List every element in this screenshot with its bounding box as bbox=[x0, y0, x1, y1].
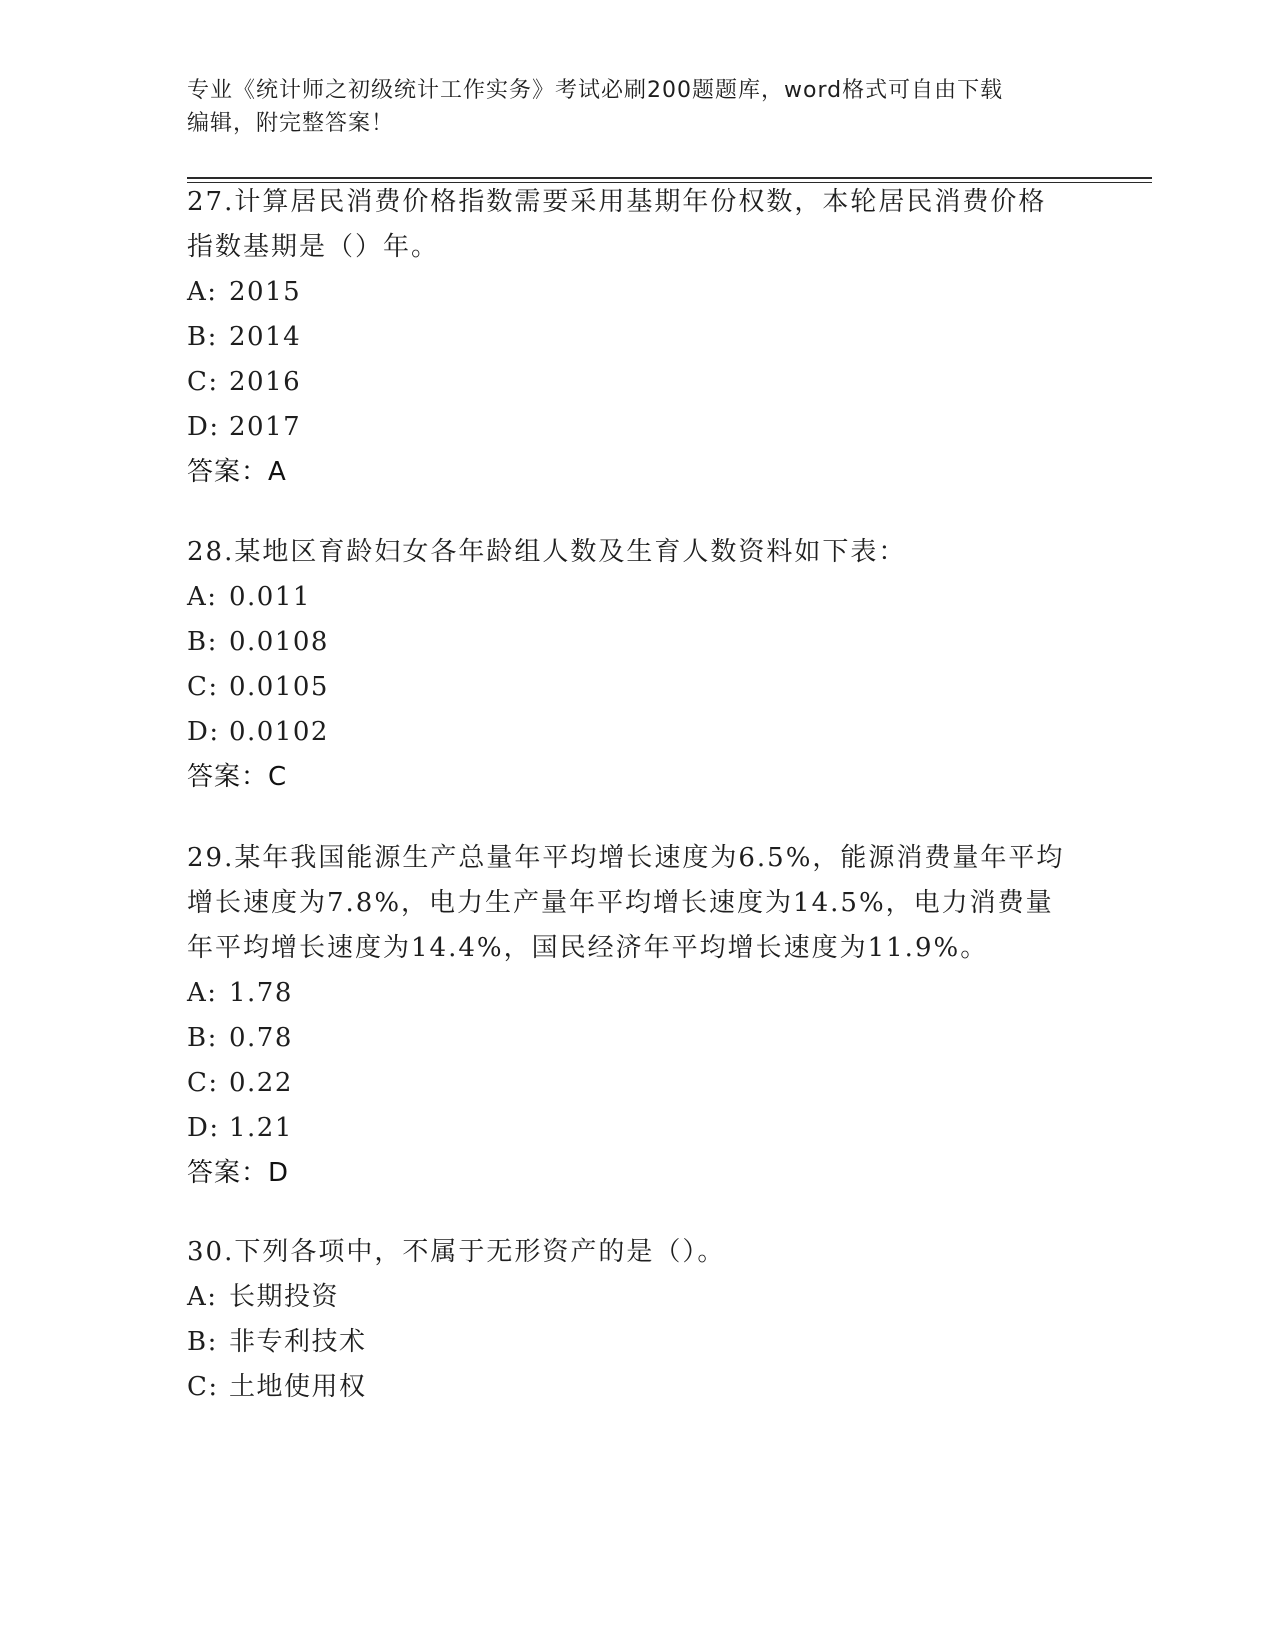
option-text: 土地使用权 bbox=[229, 1372, 367, 1402]
option-c bbox=[187, 1365, 1087, 1410]
option-text: 2017 bbox=[229, 412, 302, 442]
option-letter: B: bbox=[187, 1023, 218, 1053]
option-text: 0.0102 bbox=[229, 717, 329, 747]
header-line-1: 专业《统计师之初级统计工作实务》考试必刷200题题库，word格式可自由下载 bbox=[187, 78, 1004, 103]
option-a bbox=[187, 575, 1087, 620]
option-d bbox=[187, 1106, 1087, 1151]
option-text: 0.0105 bbox=[229, 672, 329, 702]
option-letter: C: bbox=[187, 1372, 219, 1402]
answer-line: 答案：A bbox=[187, 457, 287, 487]
option-letter: A: bbox=[187, 1282, 218, 1312]
question-28 bbox=[187, 530, 1087, 800]
option-letter: B: bbox=[187, 627, 218, 657]
option-letter: A: bbox=[187, 277, 218, 307]
question-30 bbox=[187, 1230, 1087, 1410]
question-stem-line: 27.计算居民消费价格指数需要采用基期年份权数，本轮居民消费价格 bbox=[187, 187, 1047, 217]
option-b bbox=[187, 620, 1087, 665]
option-c bbox=[187, 360, 1087, 405]
option-text: 长期投资 bbox=[229, 1282, 340, 1312]
option-c bbox=[187, 1061, 1087, 1106]
option-letter: B: bbox=[187, 322, 218, 352]
option-text: 2016 bbox=[229, 367, 302, 397]
option-text: 1.21 bbox=[229, 1113, 293, 1143]
option-a bbox=[187, 1275, 1087, 1320]
option-text: 0.78 bbox=[229, 1023, 293, 1053]
option-b bbox=[187, 1320, 1087, 1365]
option-letter: A: bbox=[187, 582, 218, 612]
option-text: 2015 bbox=[229, 277, 302, 307]
option-letter: C: bbox=[187, 367, 219, 397]
option-text: 2014 bbox=[229, 322, 302, 352]
option-letter: D: bbox=[187, 1113, 220, 1143]
option-text: 非专利技术 bbox=[229, 1327, 367, 1357]
question-stem-line: 指数基期是（）年。 bbox=[187, 232, 440, 262]
question-stem-line: 29.某年我国能源生产总量年平均增长速度为6.5%，能源消费量年平均 bbox=[187, 843, 1065, 873]
option-letter: C: bbox=[187, 1068, 219, 1098]
option-d bbox=[187, 710, 1087, 755]
option-letter: D: bbox=[187, 717, 220, 747]
option-letter: A: bbox=[187, 978, 218, 1008]
option-a bbox=[187, 971, 1087, 1016]
option-letter: C: bbox=[187, 672, 219, 702]
document-header bbox=[187, 74, 1067, 140]
header-divider-thick bbox=[187, 177, 1152, 179]
option-a bbox=[187, 270, 1087, 315]
option-text: 0.011 bbox=[229, 582, 311, 612]
header-line-2: 编辑，附完整答案！ bbox=[187, 111, 395, 136]
question-stem-line: 30.下列各项中，不属于无形资产的是（）。 bbox=[187, 1237, 726, 1267]
option-text: 1.78 bbox=[229, 978, 293, 1008]
question-stem-line: 增长速度为7.8%，电力生产量年平均增长速度为14.5%，电力消费量 bbox=[187, 888, 1054, 918]
option-letter: B: bbox=[187, 1327, 218, 1357]
option-text: 0.22 bbox=[229, 1068, 293, 1098]
option-letter: D: bbox=[187, 412, 220, 442]
answer-line: 答案：C bbox=[187, 762, 288, 792]
question-29 bbox=[187, 836, 1087, 1196]
option-c bbox=[187, 665, 1087, 710]
question-27 bbox=[187, 180, 1087, 495]
option-d bbox=[187, 405, 1087, 450]
question-stem-line: 28.某地区育龄妇女各年龄组人数及生育人数资料如下表： bbox=[187, 537, 907, 567]
answer-line: 答案：D bbox=[187, 1158, 290, 1188]
question-stem-line: 年平均增长速度为14.4%，国民经济年平均增长速度为11.9%。 bbox=[187, 933, 989, 963]
option-text: 0.0108 bbox=[229, 627, 329, 657]
option-b bbox=[187, 1016, 1087, 1061]
option-b bbox=[187, 315, 1087, 360]
